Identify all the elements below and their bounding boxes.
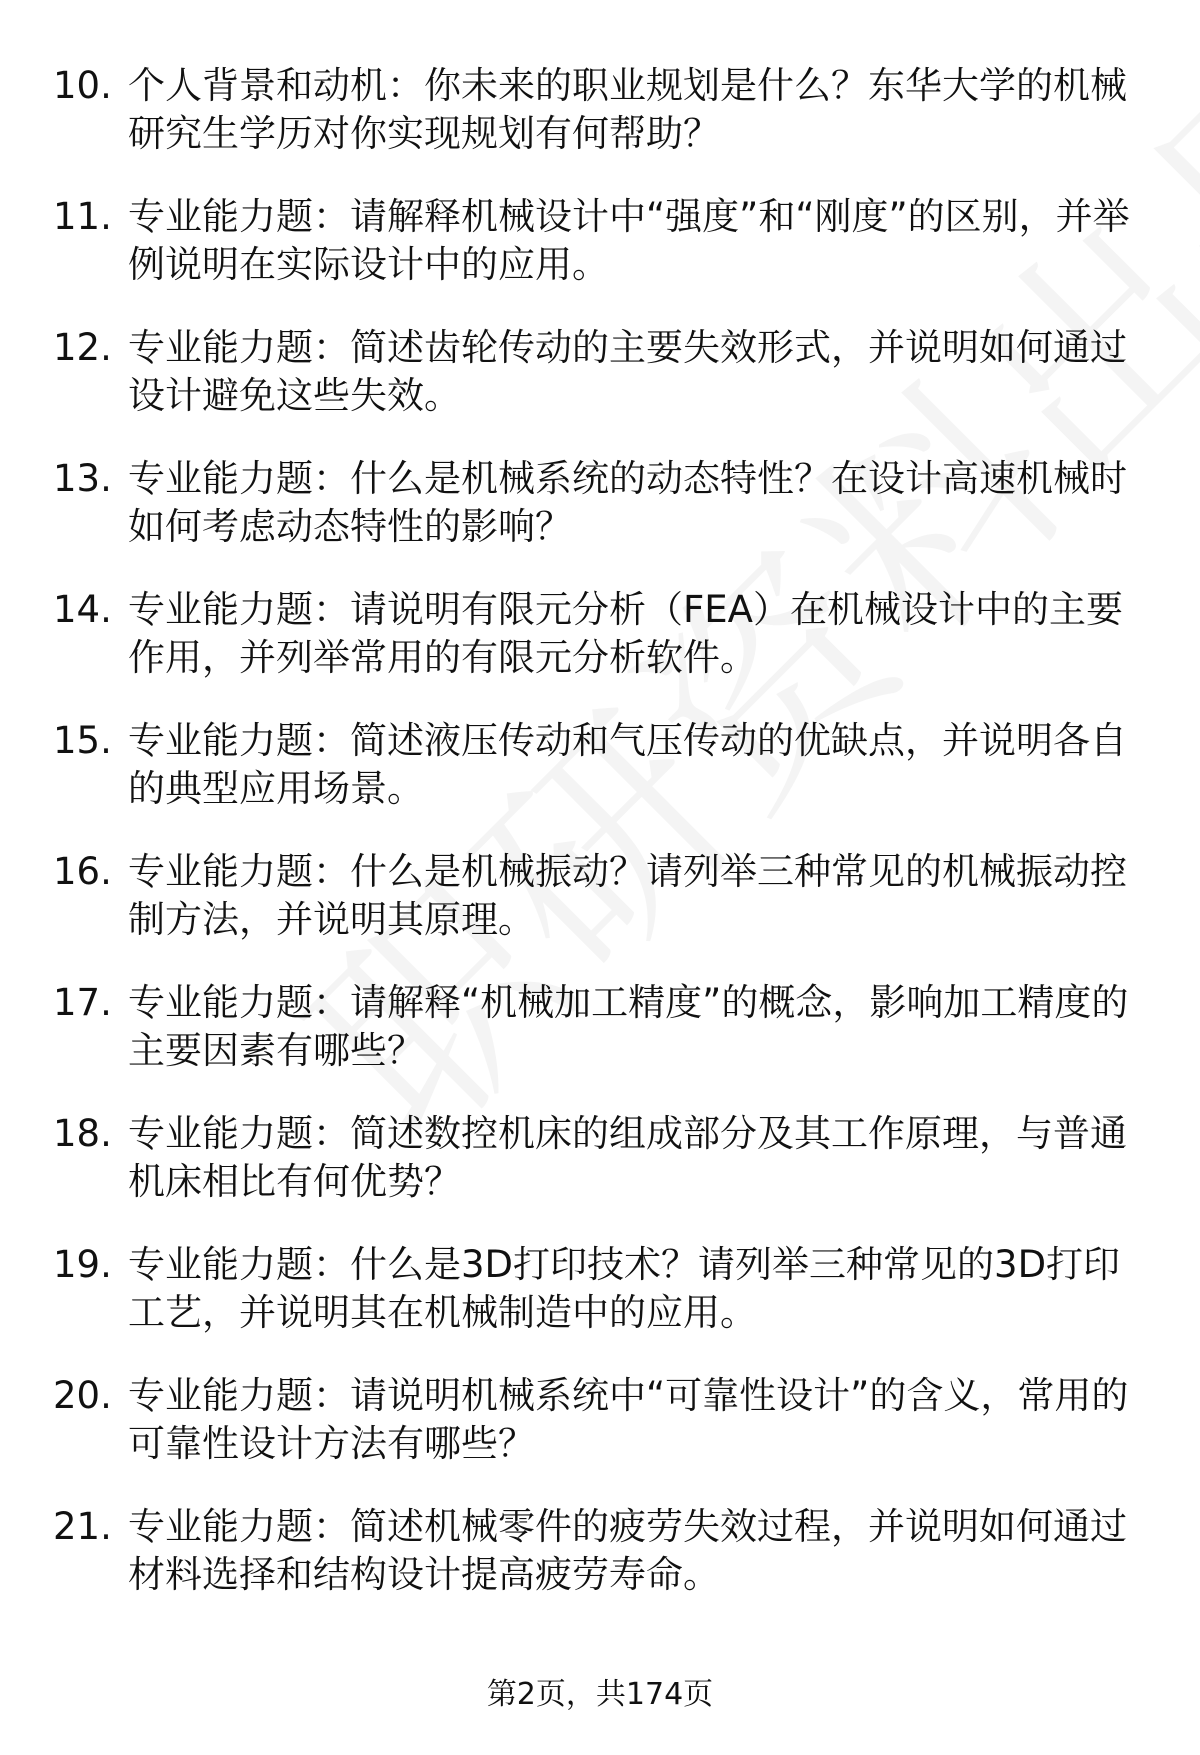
question-number: 19.	[53, 1243, 112, 1286]
question-number: 17.	[53, 981, 112, 1024]
question-item-21	[0, 1503, 1200, 1634]
question-text: 专业能力题：什么是3D打印技术？请列举三种常见的3D打印工艺，并说明其在机械制造中的应用。	[128, 1243, 1121, 1334]
question-text: 个人背景和动机：你未来的职业规划是什么？东华大学的机械研究生学历对你实现规划有何帮助？	[128, 64, 1127, 155]
question-item-20	[0, 1372, 1200, 1503]
question-number: 18.	[53, 1112, 112, 1155]
question-item-12	[0, 324, 1200, 455]
question-text: 专业能力题：简述数控机床的组成部分及其工作原理，与普通机床相比有何优势？	[128, 1112, 1127, 1203]
question-number: 16.	[53, 850, 112, 893]
question-item-13	[0, 455, 1200, 586]
question-text: 专业能力题：简述机械零件的疲劳失效过程，并说明如何通过材料选择和结构设计提高疲劳寿命。	[128, 1505, 1127, 1596]
page-number-footer: 第2页，共174页	[486, 1677, 714, 1712]
question-item-17	[0, 979, 1200, 1110]
question-item-14	[0, 586, 1200, 717]
question-item-15	[0, 717, 1200, 848]
question-text: 专业能力题：请说明有限元分析（FEA）在机械设计中的主要作用，并列举常用的有限元分析软件。	[128, 588, 1123, 679]
question-text: 专业能力题：请解释“机械加工精度”的概念，影响加工精度的主要因素有哪些？	[128, 981, 1129, 1072]
question-item-10	[0, 62, 1200, 193]
question-item-16	[0, 848, 1200, 979]
question-item-18	[0, 1110, 1200, 1241]
question-number: 11.	[53, 195, 112, 238]
question-number: 13.	[53, 457, 112, 500]
question-number: 21.	[53, 1505, 112, 1548]
question-list	[0, 62, 1200, 1634]
question-item-19	[0, 1241, 1200, 1372]
question-text: 专业能力题：简述液压传动和气压传动的优缺点，并说明各自的典型应用场景。	[128, 719, 1127, 810]
question-item-11	[0, 193, 1200, 324]
question-number: 15.	[53, 719, 112, 762]
question-number: 12.	[53, 326, 112, 369]
question-number: 20.	[53, 1374, 112, 1417]
question-text: 专业能力题：简述齿轮传动的主要失效形式，并说明如何通过设计避免这些失效。	[128, 326, 1127, 417]
question-number: 14.	[53, 588, 112, 631]
question-text: 专业能力题：什么是机械系统的动态特性？在设计高速机械时如何考虑动态特性的影响？	[128, 457, 1127, 548]
question-text: 专业能力题：什么是机械振动？请列举三种常见的机械振动控制方法，并说明其原理。	[128, 850, 1127, 941]
question-number: 10.	[53, 64, 112, 107]
question-text: 专业能力题：请说明机械系统中“可靠性设计”的含义，常用的可靠性设计方法有哪些？	[128, 1374, 1129, 1465]
question-text: 专业能力题：请解释机械设计中“强度”和“刚度”的区别，并举例说明在实际设计中的应用。	[128, 195, 1130, 286]
